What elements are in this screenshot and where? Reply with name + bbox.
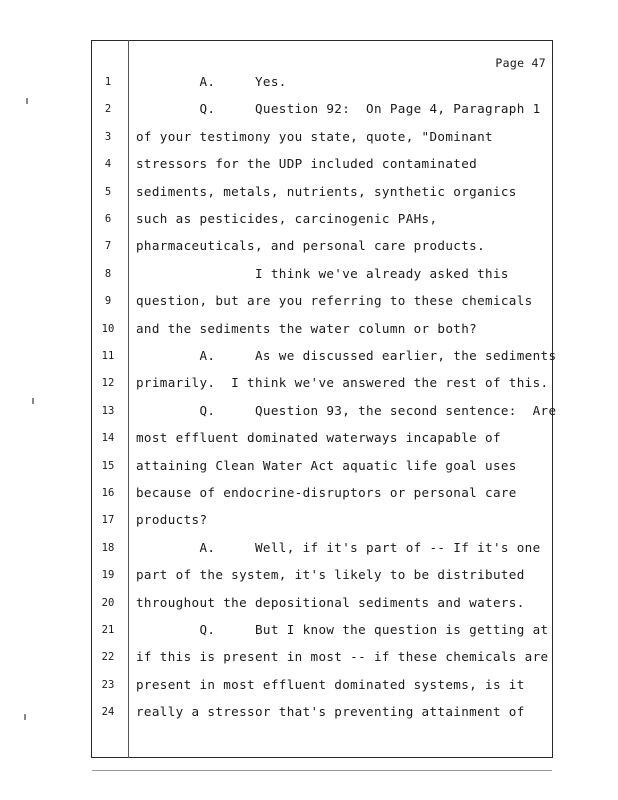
transcript-line: Q. Question 92: On Page 4, Paragraph 1: [136, 101, 541, 117]
transcript-line: sediments, metals, nutrients, synthetic organics: [136, 183, 517, 199]
margin-rule: [128, 40, 129, 758]
transcript-line: Q. But I know the question is getting at: [136, 622, 549, 637]
transcript-line: attaining Clean Water Act aquatic life goal uses: [136, 457, 517, 473]
line-number: 8: [104, 267, 112, 280]
transcript-line: and the sediments the water column or both?: [136, 320, 478, 336]
line-number: 3: [104, 130, 112, 143]
scan-mark: [24, 714, 26, 720]
line-number: 23: [101, 678, 115, 691]
line-number: 5: [104, 185, 112, 198]
transcript-line: Q. Question 93, the second sentence: Are: [136, 402, 557, 418]
transcript-line: I think we've already asked this: [136, 265, 509, 281]
line-number: 13: [101, 404, 115, 417]
line-number: 4: [104, 158, 112, 171]
transcript-line: throughout the depositional sediments and waters.: [136, 594, 525, 610]
line-number: 24: [101, 706, 115, 719]
line-number: 6: [104, 213, 112, 225]
line-number: 7: [104, 240, 112, 253]
footer-rule: [92, 770, 552, 771]
transcript-line: pharmaceuticals, and personal care products.: [136, 238, 486, 254]
transcript-line: A. Yes.: [136, 74, 287, 89]
transcript-line: A. Well, if it's part of -- If it's one: [136, 539, 541, 555]
transcript-line: part of the system, it's likely to be distributed: [136, 567, 525, 583]
line-number: 16: [101, 487, 115, 499]
line-number: 18: [101, 541, 115, 554]
line-number: 2: [104, 103, 112, 116]
line-number: 10: [101, 322, 115, 335]
line-number: 11: [101, 350, 115, 362]
transcript-line: question, but are you referring to these chemicals: [136, 293, 533, 309]
transcript-line: because of endocrine-disruptors or personal care: [136, 485, 517, 500]
line-number: 15: [101, 459, 115, 472]
transcript-line: really a stressor that's preventing attainment of: [136, 704, 525, 720]
line-number: 22: [101, 651, 115, 664]
line-number: 12: [101, 377, 115, 390]
transcript-line: stressors for the UDP included contaminated: [136, 156, 478, 172]
line-number: 14: [101, 432, 115, 445]
transcript-line: A. As we discussed earlier, the sediments: [136, 348, 557, 363]
page-number: Page 47: [495, 56, 546, 70]
line-number: 9: [104, 295, 112, 308]
line-number: 19: [101, 569, 115, 582]
transcript-line: most effluent dominated waterways incapable of: [136, 430, 501, 446]
transcript-line: primarily. I think we've answered the rest of this.: [136, 375, 549, 391]
scan-mark: [32, 398, 34, 404]
line-number: 21: [101, 624, 115, 636]
line-number: 17: [101, 514, 115, 527]
transcript-line: if this is present in most -- if these chemicals are: [136, 649, 549, 665]
line-number: 20: [101, 596, 115, 609]
transcript-line: present in most effluent dominated systems, is it: [136, 676, 525, 692]
scan-mark: [26, 98, 28, 104]
transcript-line: products?: [136, 512, 208, 528]
transcript-line: such as pesticides, carcinogenic PAHs,: [136, 211, 438, 226]
line-number: 1: [104, 76, 112, 88]
transcript-line: of your testimony you state, quote, "Dominant: [136, 128, 493, 144]
